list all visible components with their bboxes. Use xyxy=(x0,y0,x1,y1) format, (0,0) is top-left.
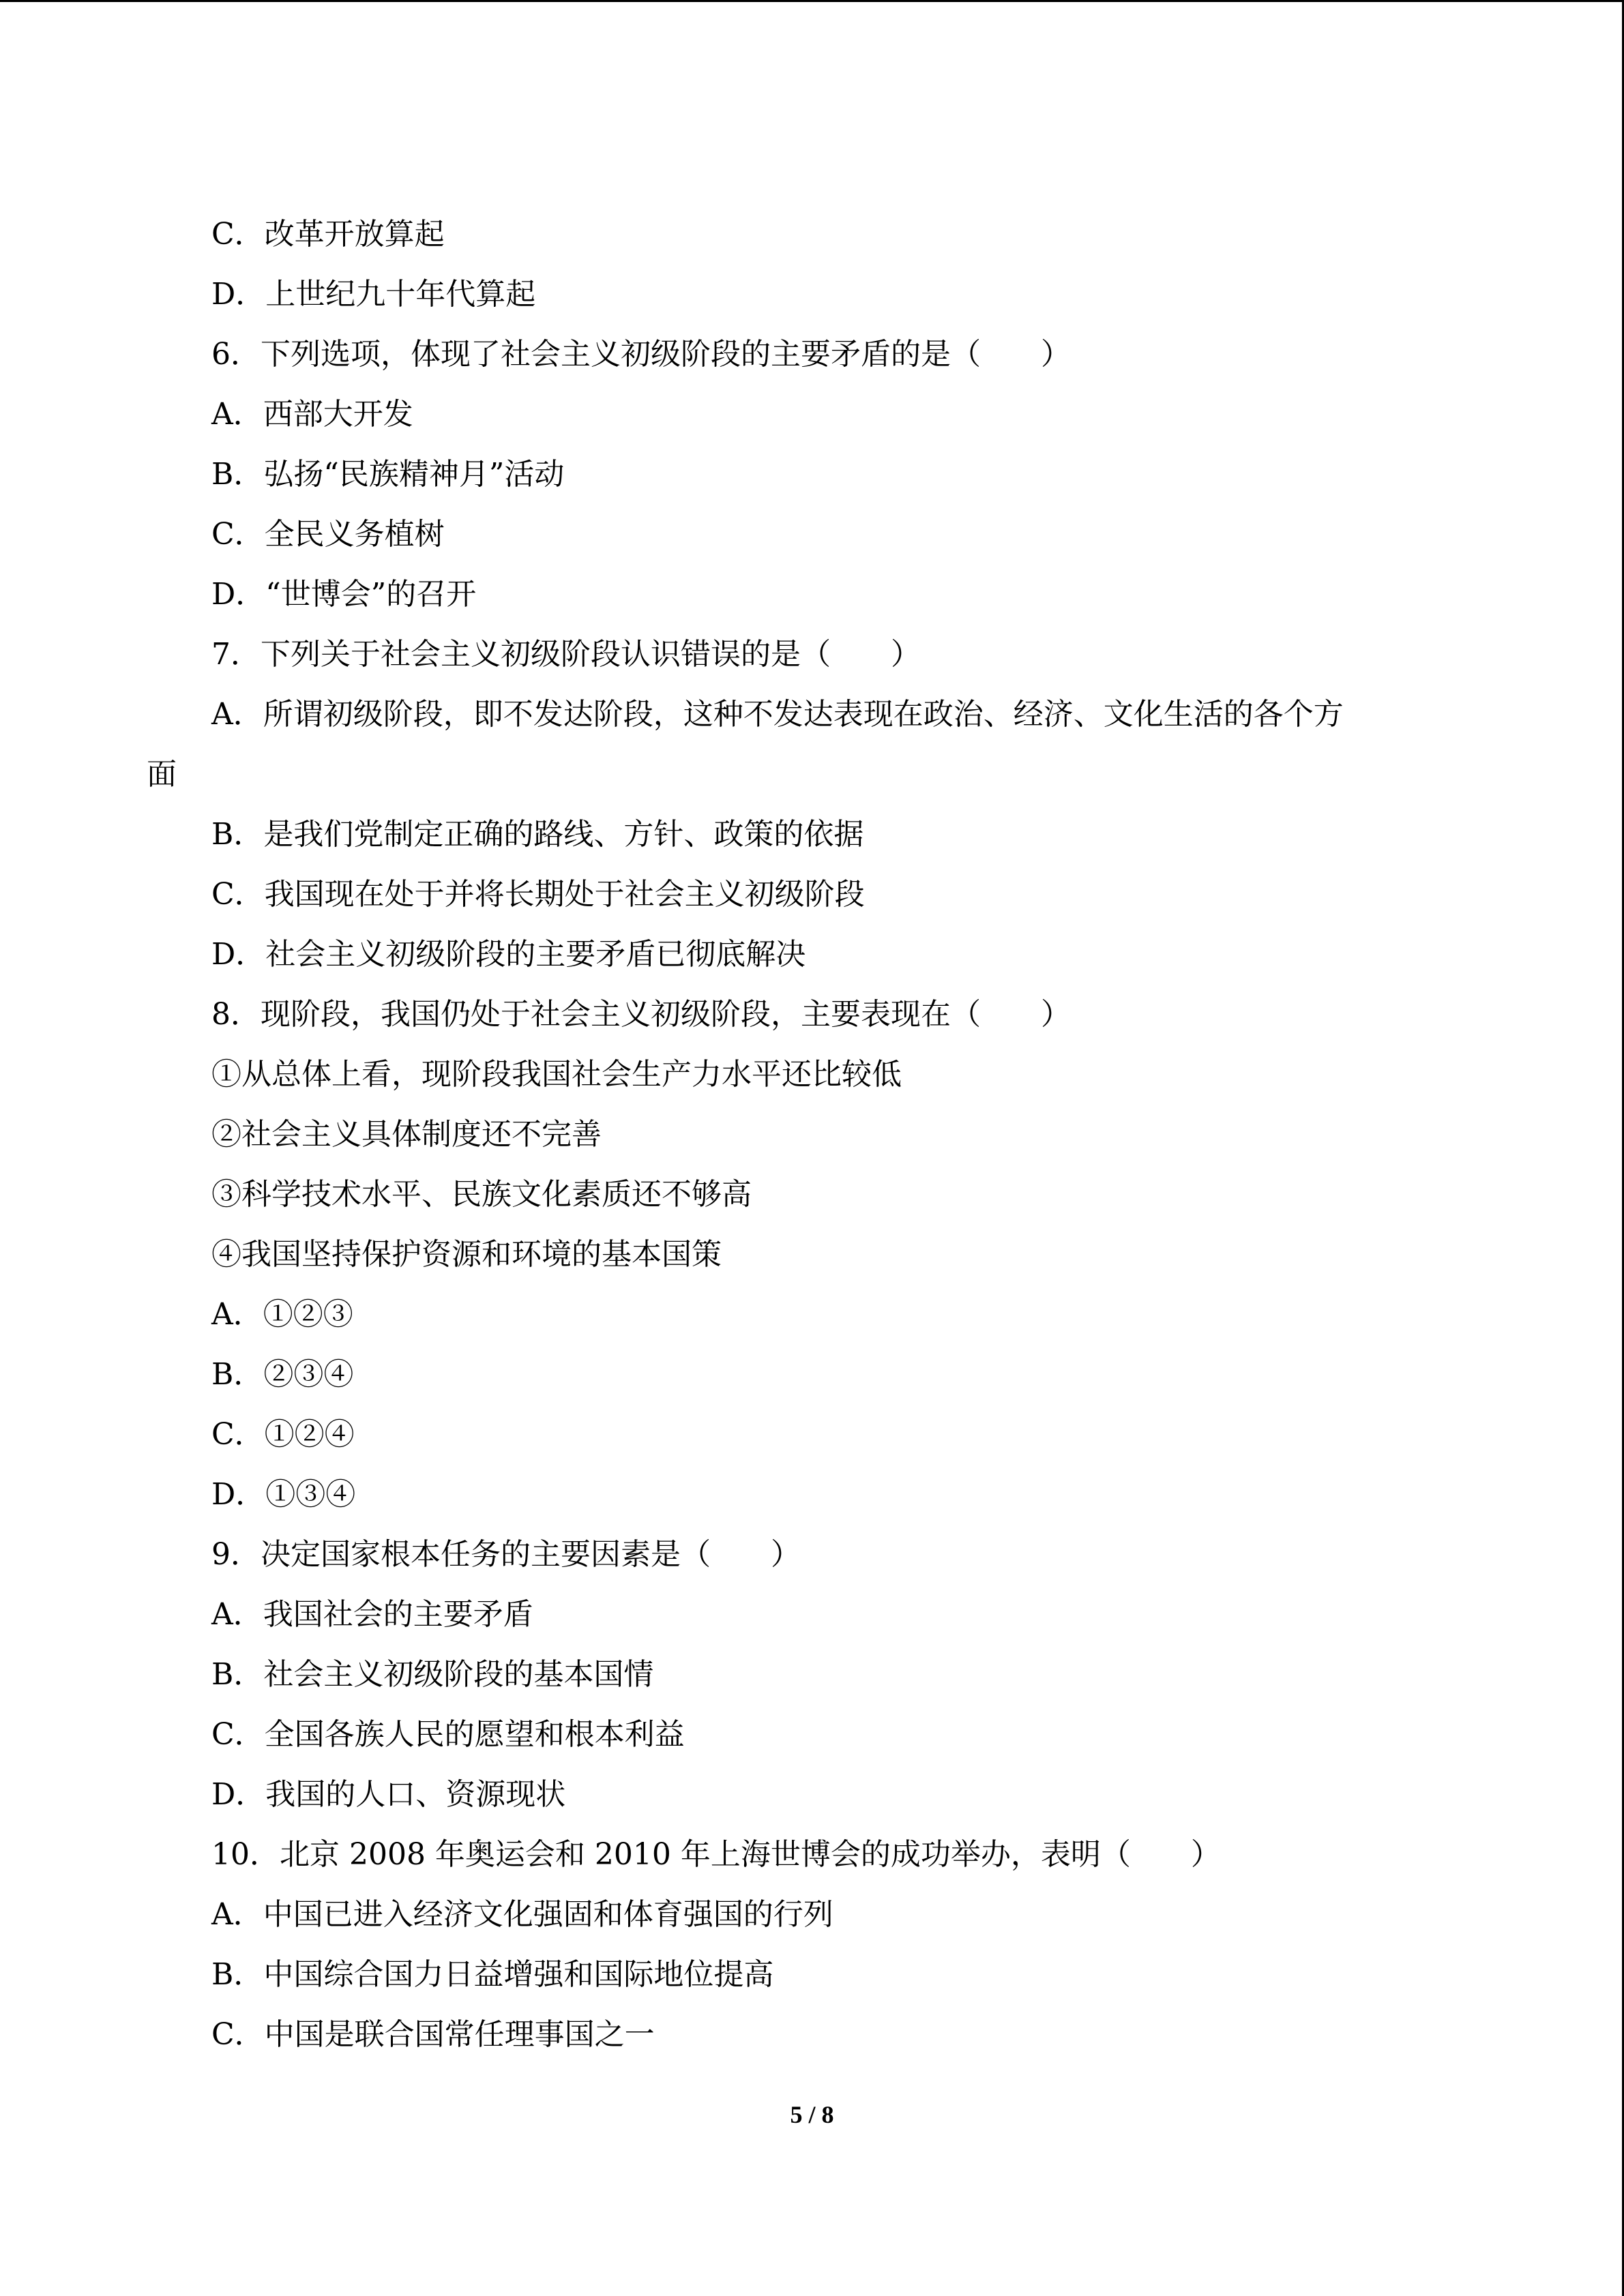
document-body xyxy=(0,205,1624,2065)
option-line: A．中国已进入经济文化强固和体育强国的行列 xyxy=(211,1897,833,1932)
option-line: A．西部大开发 xyxy=(211,397,413,432)
question-9: 9．决定国家根本任务的主要因素是（ ） xyxy=(211,1537,801,1572)
option-line: D．我国的人口、资源现状 xyxy=(211,1777,566,1812)
option-line: B．社会主义初级阶段的基本国情 xyxy=(211,1657,654,1692)
text-line: C．改革开放算起 xyxy=(211,217,445,252)
option-line-continuation: 面 xyxy=(147,757,177,792)
option-line: D．①③④ xyxy=(211,1477,356,1512)
option-line: D．社会主义初级阶段的主要矛盾已彻底解决 xyxy=(211,937,806,972)
question-10: 10．北京 2008 年奥运会和 2010 年上海世博会的成功举办，表明（ ） xyxy=(211,1837,1221,1872)
option-line: A．我国社会的主要矛盾 xyxy=(211,1597,533,1632)
option-line: D．“世博会”的召开 xyxy=(211,577,477,612)
statement-line: ③科学技术水平、民族文化素质还不够高 xyxy=(211,1177,752,1212)
option-line: C．我国现在处于并将长期处于社会主义初级阶段 xyxy=(211,877,865,912)
text-line: D．上世纪九十年代算起 xyxy=(211,277,536,312)
option-line: B．中国综合国力日益增强和国际地位提高 xyxy=(211,1957,774,1992)
option-line: B．是我们党制定正确的路线、方针、政策的依据 xyxy=(211,817,864,852)
statement-line: ④我国坚持保护资源和环境的基本国策 xyxy=(211,1237,722,1272)
question-6: 6．下列选项，体现了社会主义初级阶段的主要矛盾的是（ ） xyxy=(211,337,1071,372)
statement-line: ①从总体上看，现阶段我国社会生产力水平还比较低 xyxy=(211,1057,902,1092)
option-line: A．所谓初级阶段，即不发达阶段，这种不发达表现在政治、经济、文化生活的各个方 xyxy=(211,697,1344,732)
option-line: B．②③④ xyxy=(211,1357,354,1392)
page-number: 5 / 8 xyxy=(790,2101,834,2128)
option-line: C．全民义务植树 xyxy=(211,517,445,552)
question-7: 7．下列关于社会主义初级阶段认识错误的是（ ） xyxy=(211,637,921,672)
option-line: C．中国是联合国常任理事国之一 xyxy=(211,2017,655,2052)
question-8: 8．现阶段，我国仍处于社会主义初级阶段，主要表现在（ ） xyxy=(211,997,1071,1032)
option-line: A．①②③ xyxy=(211,1297,353,1332)
option-line: C．全国各族人民的愿望和根本利益 xyxy=(211,1717,685,1752)
option-line: C．①②④ xyxy=(211,1417,355,1452)
statement-line: ②社会主义具体制度还不完善 xyxy=(211,1117,602,1152)
option-line: B．弘扬“民族精神月”活动 xyxy=(211,457,565,492)
